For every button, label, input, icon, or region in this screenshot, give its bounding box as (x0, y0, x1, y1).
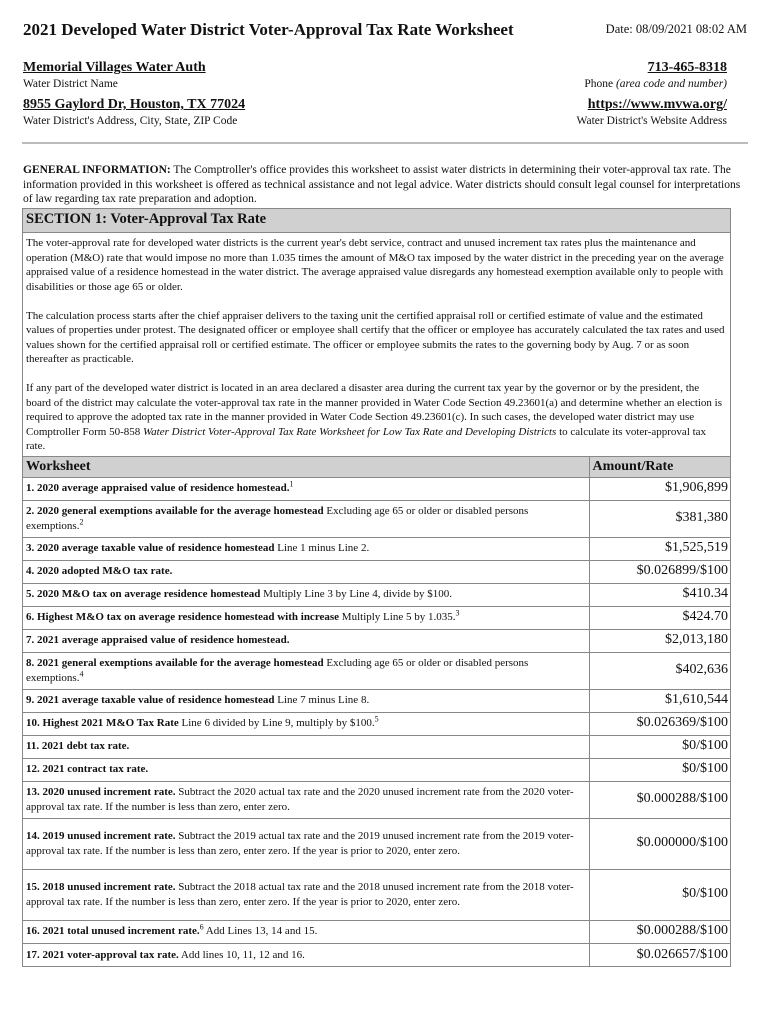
worksheet-row (23, 781, 730, 818)
general-information-label: GENERAL INFORMATION: (23, 164, 171, 176)
worksheet-row (23, 652, 730, 689)
worksheet-row-amount: $0.026657/$100 (589, 943, 730, 966)
worksheet-row-amount: $0/$100 (589, 735, 730, 758)
section-1 (22, 208, 731, 967)
line-label: 7. 2021 average appraised value of residence homestead. (26, 634, 290, 647)
district-website-label: Water District's Website Address (576, 115, 727, 127)
worksheet-row-description (23, 758, 589, 781)
worksheet-row (23, 500, 730, 537)
worksheet-row (23, 477, 730, 500)
district-address-block (23, 97, 383, 127)
general-information (23, 163, 743, 207)
line-label: 17. 2021 voter-approval tax rate. (26, 948, 179, 961)
worksheet-row-amount: $0.026899/$100 (589, 560, 730, 583)
worksheet-row-description (23, 781, 589, 818)
line-label: 6. Highest M&O tax on average residence homestead with increase (26, 611, 340, 624)
line-label: 13. 2020 unused increment rate. (26, 786, 176, 798)
worksheet-row-description (23, 500, 589, 537)
line-instruction: Subtract the 2020 actual tax rate and the 2020 unused increment rate from the 2020 voter-approval tax rate. If the number is less than zero, enter zero. (26, 786, 574, 813)
worksheet-row-description (23, 629, 589, 652)
line-label: 1. 2020 average appraised value of residence homestead. (26, 482, 290, 495)
worksheet-row (23, 606, 730, 629)
line-instruction: Subtract the 2019 actual tax rate and the 2019 unused increment rate from the 2019 voter-approval tax rate. If the number is less than zero, enter zero. If the year is prior to 2020, enter zero. (26, 830, 574, 857)
worksheet-row (23, 920, 730, 943)
line-instruction: Line 6 divided by Line 9, multiply by $100. (178, 717, 375, 730)
line-label: 14. 2019 unused increment rate. (26, 830, 176, 842)
district-address: 8955 Gaylord Dr, Houston, TX 77024 (23, 97, 246, 112)
worksheet-row-description (23, 712, 589, 735)
section-1-title: SECTION 1: Voter-Approval Tax Rate (23, 209, 730, 233)
worksheet-row-amount: $1,610,544 (589, 689, 730, 712)
worksheet-row-amount: $410.34 (589, 583, 730, 606)
worksheet-row (23, 758, 730, 781)
worksheet-row-description (23, 606, 589, 629)
worksheet-row-description (23, 689, 589, 712)
district-phone-label: Phone (area code and number) (584, 78, 727, 90)
district-phone[interactable]: 713-465-8318 (647, 60, 727, 75)
district-name-label: Water District Name (23, 78, 118, 90)
worksheet-row-amount: $1,525,519 (589, 537, 730, 560)
worksheet-row (23, 583, 730, 606)
header-divider (22, 142, 748, 144)
worksheet-row-description (23, 735, 589, 758)
worksheet-row (23, 943, 730, 966)
report-date: Date: 08/09/2021 08:02 AM (605, 22, 747, 36)
line-label: 8. 2021 general exemptions available for the average homestead (26, 657, 324, 669)
worksheet-row-description (23, 560, 589, 583)
worksheet-row-amount: $2,013,180 (589, 629, 730, 652)
district-website-block (387, 97, 727, 127)
line-instruction: Line 7 minus Line 8. (274, 694, 370, 707)
line-label: 15. 2018 unused increment rate. (26, 881, 176, 893)
worksheet-row-description (23, 818, 589, 869)
district-address-label: Water District's Address, City, State, ZIP Code (23, 115, 238, 127)
page-title: 2021 Developed Water District Voter-Approval Tax Rate Worksheet (23, 20, 514, 39)
footnote-ref: 5 (374, 714, 379, 724)
section-1-body (23, 233, 730, 456)
worksheet-header-row (23, 456, 730, 477)
section-1-para-3: If any part of the developed water district is located in an area declared a disaster area during the current tax year by the governor or by the president, the board of the district may calculate the voter-approval tax rate in the manner provided in Water Code Section 49.23601(a) and determine whether an election is required to approve the adopted tax rate in the manner provided in Water Code Section 49.23601(c). In such cases, the developed water district may use Comptroller Form 50-858 Water District Voter-Approval Tax Rate Worksheet for Low Tax Rate and Developing Districts to calculate its voter-approval tax rate. (26, 382, 723, 452)
line-label: 3. 2020 average taxable value of residence homestead (26, 542, 275, 555)
line-instruction: Subtract the 2018 actual tax rate and the 2018 unused increment rate from the 2018 voter-approval tax rate. If the number is less than zero, enter zero. If the year is prior to 2020, enter zero. (26, 881, 574, 908)
worksheet-row-description (23, 869, 589, 920)
line-label: 12. 2021 contract tax rate. (26, 763, 149, 776)
worksheet-row (23, 818, 730, 869)
line-instruction: Add lines 10, 11, 12 and 16. (178, 948, 305, 961)
worksheet-row (23, 537, 730, 560)
district-name-block (23, 60, 383, 90)
worksheet-row-description (23, 943, 589, 966)
line-instruction: Excluding age 65 or older or disabled persons exemptions. (26, 505, 529, 532)
worksheet-row (23, 689, 730, 712)
worksheet-row-description (23, 477, 589, 500)
worksheet-row-description (23, 652, 589, 689)
footnote-ref: 6 (199, 922, 204, 932)
worksheet-row-amount: $402,636 (589, 652, 730, 689)
worksheet-column-header: Worksheet (23, 456, 589, 477)
worksheet-row-description (23, 583, 589, 606)
line-instruction: Multiply Line 3 by Line 4, divide by $100. (260, 588, 452, 601)
general-information-text: The Comptroller's office provides this worksheet to assist water districts in determining their voter-approval tax rate. The information provided in this worksheet is offered as technical assistance and not legal advice. Water districts should consult legal counsel for interpretations of law regarding tax rate preparation and adoption. (23, 164, 741, 205)
line-label: 10. Highest 2021 M&O Tax Rate (26, 717, 179, 730)
footnote-ref: 1 (289, 479, 294, 489)
worksheet-row-amount: $0/$100 (589, 758, 730, 781)
worksheet-row (23, 735, 730, 758)
worksheet-row-amount: $0.000288/$100 (589, 781, 730, 818)
line-instruction: Excluding age 65 or older or disabled persons exemptions. (26, 657, 529, 684)
worksheet-row-amount: $1,906,899 (589, 477, 730, 500)
amount-column-header: Amount/Rate (589, 456, 730, 477)
line-instruction: Multiply Line 5 by 1.035. (339, 611, 456, 624)
line-label: 11. 2021 debt tax rate. (26, 740, 130, 753)
line-label: 2. 2020 general exemptions available for the average homestead (26, 505, 324, 517)
line-label: 16. 2021 total unused increment rate. (26, 925, 200, 938)
footnote-ref: 3 (455, 608, 460, 618)
worksheet-row-amount: $0.000288/$100 (589, 920, 730, 943)
line-instruction: Line 1 minus Line 2. (274, 542, 370, 555)
line-instruction: Add Lines 13, 14 and 15. (203, 925, 318, 938)
section-1-para-2: The calculation process starts after the chief appraiser delivers to the taxing unit the certified appraisal roll or certified estimate of value and the estimated values of properties under protest. The designated officer or employee shall certify that the officer or employee has accurately calculated the tax rates and used values shown for the certified appraisal roll or certified estimate. The officer or employee submits the rates to the governing body by Aug. 7 or as soon thereafter as practicable. (26, 309, 725, 365)
district-phone-block (387, 60, 727, 90)
footnote-ref: 2 (79, 516, 84, 526)
worksheet-row-amount: $0.026369/$100 (589, 712, 730, 735)
worksheet-table (23, 456, 730, 967)
line-label: 5. 2020 M&O tax on average residence homestead (26, 588, 261, 601)
footnote-ref: 4 (79, 668, 84, 678)
worksheet-row-description (23, 920, 589, 943)
district-name: Memorial Villages Water Auth (23, 60, 206, 75)
line-label: 4. 2020 adopted M&O tax rate. (26, 565, 173, 578)
worksheet-row-amount: $381,380 (589, 500, 730, 537)
worksheet-row-amount: $0/$100 (589, 869, 730, 920)
section-1-para-1: The voter-approval rate for developed water districts is the current year's debt service, contract and unused increment tax rates plus the maintenance and operation (M&O) rate that would impose no more than 1.035 times the amount of M&O tax imposed by the water district in the preceding year on the average appraised value of a residence homestead in the water district. The average appraised value disregards any homestead exemption available only to people with disabilities or those age 65 or older. (26, 237, 724, 293)
district-website-link[interactable]: https://www.mvwa.org/ (587, 97, 727, 112)
worksheet-row (23, 869, 730, 920)
line-label: 9. 2021 average taxable value of residence homestead (26, 694, 275, 707)
worksheet-row (23, 560, 730, 583)
worksheet-row (23, 629, 730, 652)
worksheet-row (23, 712, 730, 735)
worksheet-row-amount: $424.70 (589, 606, 730, 629)
worksheet-rows (23, 477, 730, 966)
worksheet-row-amount: $0.000000/$100 (589, 818, 730, 869)
worksheet-row-description (23, 537, 589, 560)
